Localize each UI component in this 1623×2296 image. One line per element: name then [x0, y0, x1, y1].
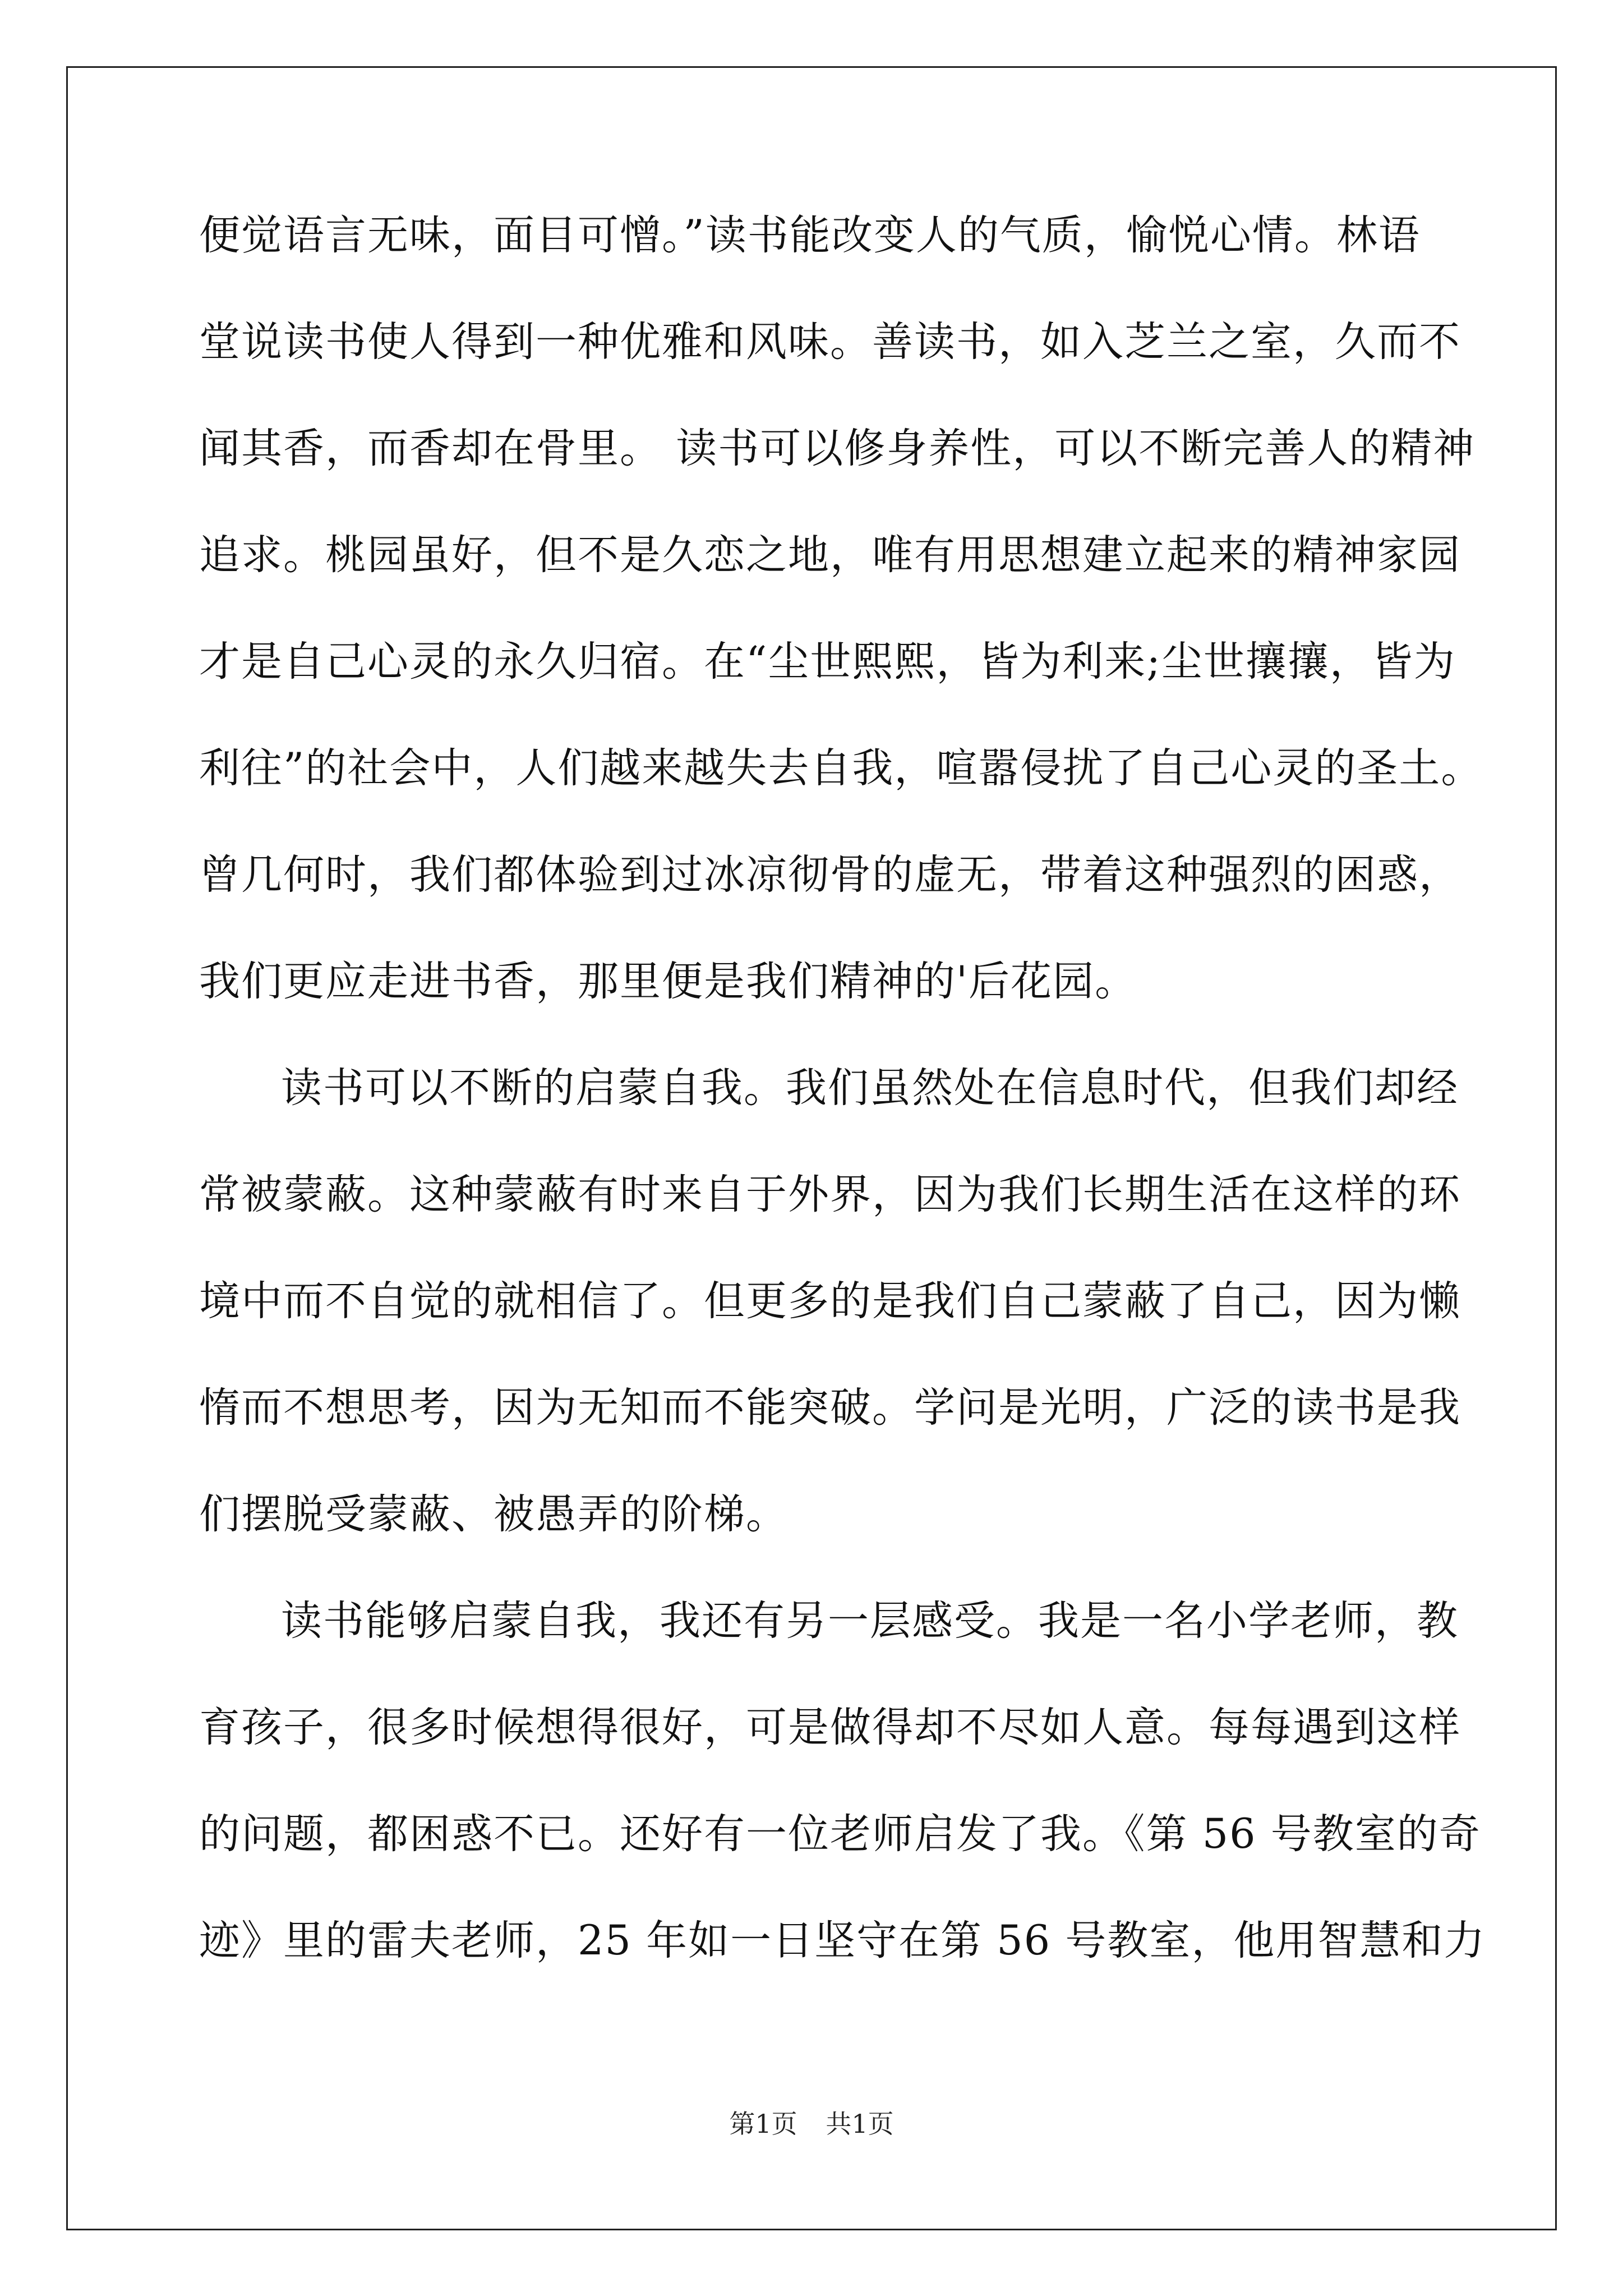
text-line: 堂说读书使人得到一种优雅和风味。善读书，如入芝兰之室，久而不 — [199, 318, 1461, 366]
text-line: 我们更应走进书香，那里便是我们精神的'后花园。 — [199, 958, 1137, 1005]
text-line: 利往”的社会中，人们越来越失去自我，喧嚣侵扰了自己心灵的圣土。 — [199, 744, 1483, 792]
text-line: 育孩子，很多时候想得很好，可是做得却不尽如人意。每每遇到这样 — [199, 1704, 1461, 1751]
text-line: 追求。桃园虽好，但不是久恋之地，唯有用思想建立起来的精神家园 — [199, 531, 1461, 579]
text-line: 境中而不自觉的就相信了。但更多的是我们自己蒙蔽了自己，因为懒 — [199, 1277, 1461, 1325]
text-line: 常被蒙蔽。这种蒙蔽有时来自于外界，因为我们长期生活在这样的环 — [199, 1171, 1461, 1218]
text-line: 曾几何时，我们都体验到过冰凉彻骨的虚无，带着这种强烈的困惑， — [199, 851, 1461, 899]
text-line: 闻其香，而香却在骨里。 读书可以修身养性，可以不断完善人的精神 — [199, 425, 1476, 472]
text-line: 们摆脱受蒙蔽、被愚弄的阶梯。 — [199, 1490, 788, 1538]
page-footer — [0, 2104, 1623, 2141]
text-line: 便觉语言无味，面目可憎。”读书能改变人的气质，愉悦心情。林语 — [199, 211, 1421, 259]
paragraph-start-line: 读书可以不断的启蒙自我。我们虽然处在信息时代，但我们却经 — [281, 1064, 1459, 1112]
document-body — [199, 211, 1486, 2025]
page-number: 第1页 — [729, 2109, 797, 2139]
text-line: 才是自己心灵的永久归宿。在“尘世熙熙，皆为利来;尘世攘攘，皆为 — [199, 638, 1456, 685]
text-line: 惰而不想思考，因为无知而不能突破。学问是光明，广泛的读书是我 — [199, 1384, 1461, 1432]
text-line: 的问题，都困惑不已。还好有一位老师启发了我。《第 56 号教室的奇 — [199, 1810, 1481, 1858]
text-line: 迹》里的雷夫老师，25 年如一日坚守在第 56 号教室，他用智慧和力 — [199, 1917, 1486, 1964]
paragraph-start-line: 读书能够启蒙自我，我还有另一层感受。我是一名小学老师，教 — [281, 1597, 1459, 1645]
page-total: 共1页 — [826, 2109, 894, 2139]
